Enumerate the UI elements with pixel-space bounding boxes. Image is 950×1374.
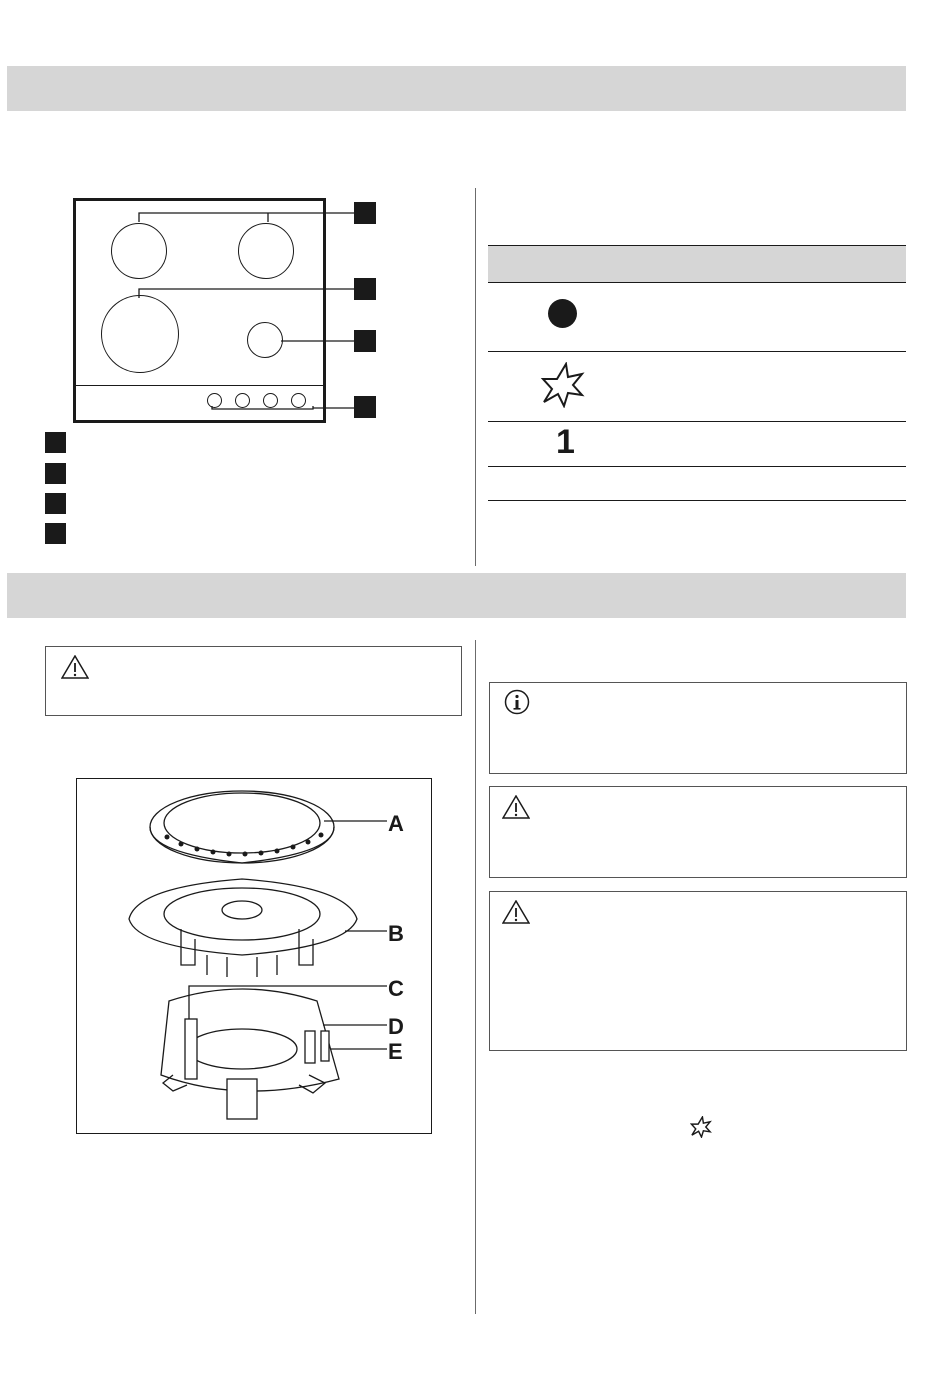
filled-circle-icon	[548, 299, 577, 328]
callout-marker-4	[354, 396, 376, 418]
warning-box-right-1	[489, 786, 907, 878]
figure-label-d: D	[388, 1014, 404, 1039]
section-header-band-middle	[7, 573, 906, 618]
info-box	[489, 682, 907, 774]
legend-marker-2	[45, 463, 66, 484]
figure-label-b: B	[388, 921, 404, 946]
figure-label-e: E	[388, 1039, 403, 1064]
burner-drawing	[77, 779, 431, 1133]
callout-marker-3	[354, 330, 376, 352]
table-row-divider-2	[488, 421, 906, 422]
legend-marker-3	[45, 493, 66, 514]
spark-ignition-icon	[540, 362, 586, 408]
info-icon	[504, 689, 530, 715]
callout-marker-1	[354, 202, 376, 224]
warning-box-right-2	[489, 891, 907, 1051]
warning-triangle-icon	[61, 655, 89, 679]
legend-marker-4	[45, 523, 66, 544]
callout-marker-2	[354, 278, 376, 300]
symbol-table-header	[488, 245, 906, 283]
spark-ignition-icon-inline	[690, 1116, 712, 1138]
warning-triangle-icon	[502, 900, 530, 924]
table-row-divider-1	[488, 351, 906, 352]
table-row-divider-4	[488, 500, 906, 501]
warning-triangle-icon	[502, 795, 530, 819]
one-symbol: 1	[556, 423, 575, 461]
column-divider-top	[475, 188, 476, 566]
figure-label-c: C	[388, 976, 404, 1001]
legend-marker-1	[45, 432, 66, 453]
warning-box-left	[45, 646, 462, 716]
burner-assembly-figure	[76, 778, 432, 1134]
column-divider-bottom	[475, 640, 476, 1314]
table-row-divider-3	[488, 466, 906, 467]
figure-label-a: A	[388, 811, 404, 836]
